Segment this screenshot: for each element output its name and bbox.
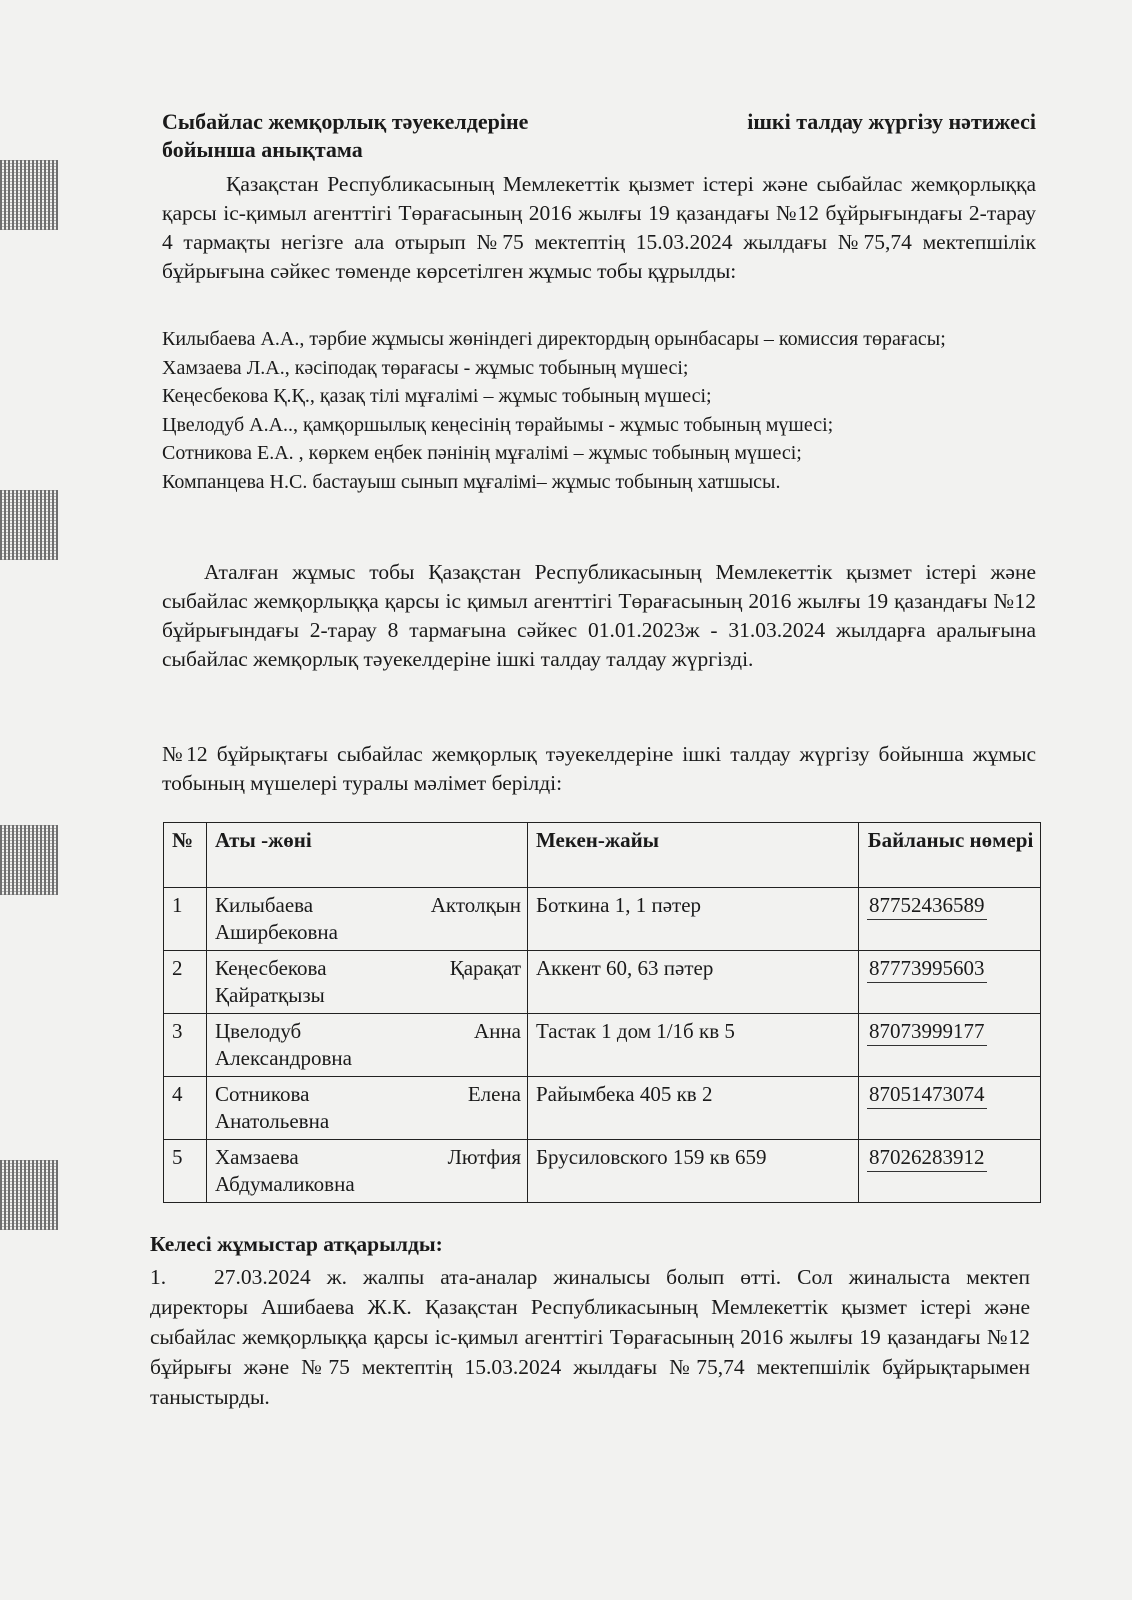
analysis-paragraph — [162, 558, 1036, 674]
scan-artifact — [0, 160, 58, 230]
member-item: Компанцева Н.С. бастауыш сынып мұғалімі– жұмыс тобының хатшысы. — [162, 470, 781, 493]
members-table — [163, 822, 1041, 1203]
document-title — [162, 108, 1036, 164]
row-name — [207, 1014, 528, 1077]
table-header-row — [164, 823, 1041, 888]
works-item-text: 27.03.2024 ж. жалпы ата-аналар жиналысы болып өтті. Сол жиналыста мектеп директоры Ашибаева Ж.К. Қазақстан Республикасының Мемлекеттік қызмет істері және сыбайлас жемқорлыққа қарсы іс-қимыл агенттігі Төрағасының 2016 жылғы 19 қазандағы №12 бұйрығы және №75 мектептің 15.03.2024 жылдағы №75,74 мектепшілік бұйрықтарымен таныстырды. — [150, 1265, 1030, 1409]
surname: Кеңесбекова — [215, 956, 327, 980]
phone-number: 87051473074 — [867, 1081, 987, 1109]
header-phone: Байланыс нөмері — [859, 823, 1041, 888]
patronymic: Анатольевна — [215, 1109, 330, 1133]
members-list — [162, 325, 1036, 496]
row-num: 1 — [164, 888, 207, 951]
row-address: Тастак 1 дом 1/1б кв 5 — [528, 1014, 859, 1077]
scan-artifact — [0, 490, 58, 560]
table-row — [164, 1077, 1041, 1140]
table-row — [164, 1140, 1041, 1203]
works-item — [150, 1262, 1030, 1412]
row-name — [207, 1077, 528, 1140]
first-name: Лютфия — [447, 1145, 521, 1169]
first-name: Актолқын — [430, 893, 521, 917]
row-num: 2 — [164, 951, 207, 1014]
phone-number: 87752436589 — [867, 892, 987, 920]
surname: Цвелодуб — [215, 1019, 302, 1043]
row-phone — [859, 951, 1041, 1014]
member-item: Цвелодуб А.А.., қамқоршылық кеңесінің төрайымы - жұмыс тобының мүшесі; — [162, 413, 834, 436]
row-address: Брусиловского 159 кв 659 — [528, 1140, 859, 1203]
row-num: 3 — [164, 1014, 207, 1077]
analysis-text: Аталған жұмыс тобы Қазақстан Республикасының Мемлекеттік қызмет істері және сыбайлас жемқорлыққа қарсы іс қимыл агенттігі Төрағасының 2016 жылғы 19 қазандағы №12 бұйрығындағы 2-тарау 8 тармағына сәйкес 01.01.2023ж - 31.03.2024 жылдарға аралығына сыбайлас жемқорлық тәуекелдеріне ішкі талдау талдау жүргізді. — [162, 560, 1036, 671]
phone-number: 87026283912 — [867, 1144, 987, 1172]
surname: Килыбаева — [215, 893, 314, 917]
table-row — [164, 951, 1041, 1014]
header-address: Мекен-жайы — [528, 823, 859, 888]
member-item: Килыбаева А.А., тәрбие жұмысы жөніндегі директордың орынбасары – комиссия төрағасы; — [162, 328, 946, 350]
first-name: Анна — [474, 1019, 521, 1043]
info-paragraph — [162, 740, 1036, 798]
member-item: Сотникова Е.А. , көркем еңбек пәнінің мұғалімі – жұмыс тобының мүшесі; — [162, 442, 802, 464]
row-name — [207, 888, 528, 951]
title-part-b: ішкі талдау жүргізу нәтижесі — [747, 109, 1036, 134]
title-line2: бойынша анықтама — [162, 137, 363, 162]
row-address: Боткина 1, 1 пәтер — [528, 888, 859, 951]
row-phone — [859, 1014, 1041, 1077]
surname: Хамзаева — [215, 1145, 299, 1169]
scan-artifact — [0, 825, 58, 895]
works-heading: Келесі жұмыстар атқарылды: — [150, 1232, 443, 1256]
phone-number: 87773995603 — [867, 955, 987, 983]
intro-paragraph — [162, 170, 1036, 286]
info-text: №12 бұйрықтағы сыбайлас жемқорлық тәуекелдеріне ішкі талдау жүргізу бойынша жұмыс тобының мүшелері туралы мәлімет берілді: — [162, 742, 1036, 795]
patronymic: Аширбековна — [215, 920, 338, 944]
intro-text: Қазақстан Республикасының Мемлекеттік қызмет істері және сыбайлас жемқорлыққа қарсы іс-қимыл агенттігі Төрағасының 2016 жылғы 19 қазандағы №12 бұйрығындағы 2-тарау 4 тармақты негізге ала отырып №75 мектептің 15.03.2024 жылдағы №75,74 мектепшілік бұйрығына сәйкес төменде көрсетілген жұмыс тобы құрылды: — [162, 172, 1036, 283]
member-item: Кеңесбекова Қ.Қ., қазақ тілі мұғалімі – жұмыс тобының мүшесі; — [162, 385, 712, 407]
phone-number: 87073999177 — [867, 1018, 987, 1046]
row-phone — [859, 888, 1041, 951]
row-num: 5 — [164, 1140, 207, 1203]
row-address: Райымбека 405 кв 2 — [528, 1077, 859, 1140]
table-row — [164, 1014, 1041, 1077]
row-name — [207, 951, 528, 1014]
header-name: Аты -жөні — [207, 823, 528, 888]
table-row — [164, 888, 1041, 951]
row-num: 4 — [164, 1077, 207, 1140]
patronymic: Александровна — [215, 1046, 352, 1070]
first-name: Қарақат — [449, 956, 521, 980]
scan-artifact — [0, 1160, 58, 1230]
row-phone — [859, 1077, 1041, 1140]
member-item: Хамзаева Л.А., кәсіподақ төрағасы - жұмыс тобының мүшесі; — [162, 356, 689, 379]
row-name — [207, 1140, 528, 1203]
works-item-number: 1. — [150, 1265, 167, 1289]
patronymic: Абдумаликовна — [215, 1172, 355, 1196]
patronymic: Қайратқызы — [215, 983, 325, 1007]
surname: Сотникова — [215, 1082, 310, 1106]
row-address: Аккент 60, 63 пәтер — [528, 951, 859, 1014]
header-num: № — [164, 823, 207, 888]
first-name: Елена — [467, 1082, 521, 1106]
title-part-a: Сыбайлас жемқорлық тәуекелдеріне — [162, 109, 529, 134]
row-phone — [859, 1140, 1041, 1203]
